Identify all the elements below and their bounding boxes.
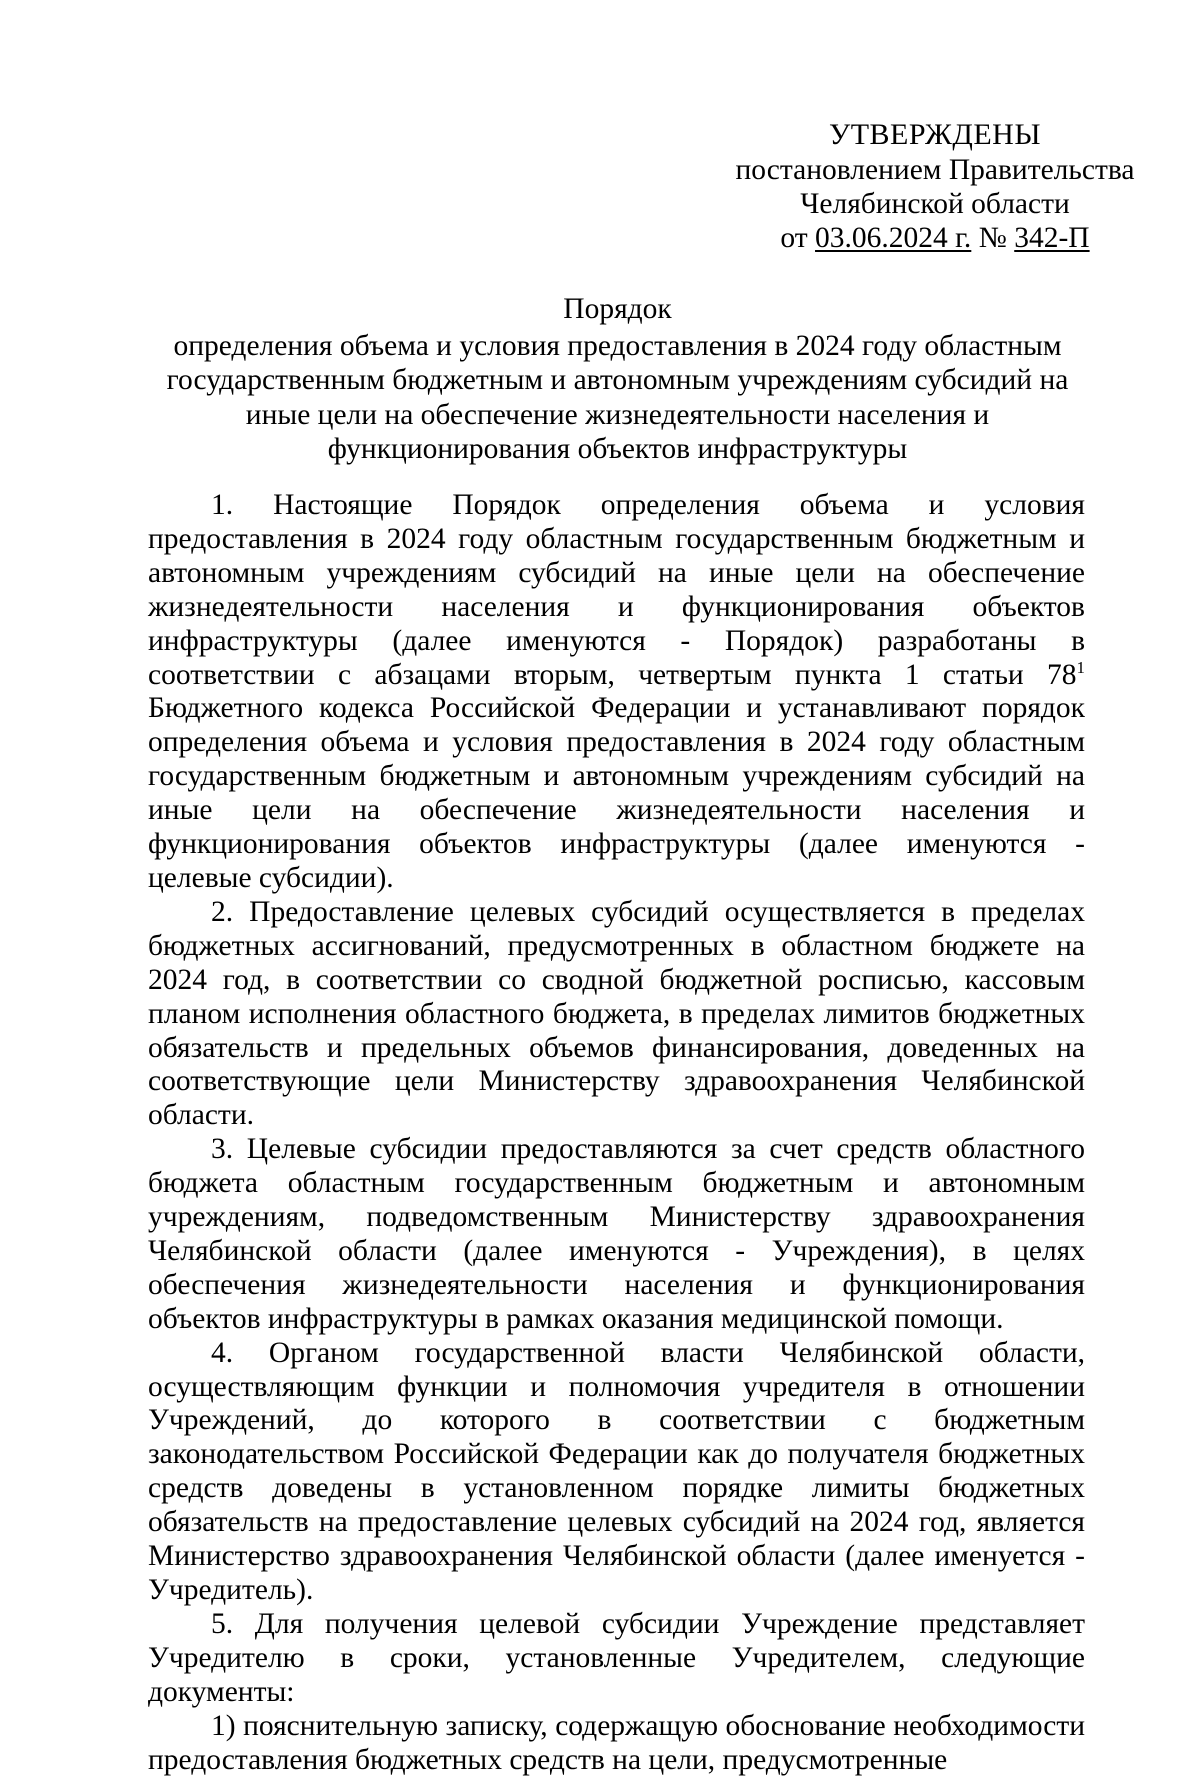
paragraph-1 <box>148 489 1085 896</box>
approval-line-2: Челябинской области <box>800 188 1070 220</box>
title-main: Порядок <box>563 293 672 325</box>
paragraph-2: 2. Предоставление целевых субсидий осуществляется в пределах бюджетных ассигнований, предусмотренных в областном бюджете на 2024 год, в соответствии со сводной бюджетной росписью, кассовым планом исполнения областного бюджета, в пределах лимитов бюджетных обязательств и предельных объемов финансирования, доведенных на соответствующие цели Министерству здравоохранения Челябинской области. <box>148 895 1085 1132</box>
paragraph-1-part-a: 1. Настоящие Порядок определения объема и условия предоставления в 2024 году областным государственным бюджетным и автономным учреждениям субсидий на иные цели на обеспечение жизнедеятельности населения и функционирования объектов инфраструктуры (далее именуются - Порядок) разработаны в соответствии с абзацами вторым, четвертым пункта 1 статьи 78 <box>148 489 1085 691</box>
approval-number-prefix: № <box>971 222 1015 254</box>
approval-heading: УТВЕРЖДЕНЫ <box>828 118 1042 151</box>
document-title <box>150 292 1085 467</box>
paragraph-4: 4. Органом государственной власти Челябинской области, осуществляющим функции и полномочия учредителя в отношении Учреждений, до которого в соответствии с бюджетным законодательством Российской Федерации как до получателя бюджетных средств доведены в установленном порядке лимиты бюджетных обязательств на предоставление целевых субсидий на 2024 год, является Министерство здравоохранения Челябинской области (далее именуется - Учредитель). <box>148 1336 1085 1606</box>
paragraph-5-item-1: 1) пояснительную записку, содержащую обоснование необходимости предоставления бюджетных средств на цели, предусмотренные <box>148 1709 1085 1776</box>
approval-date: 03.06.2024 г. <box>815 222 972 254</box>
title-subtitle: определения объема и условия предоставления в 2024 году областным государственным бюджетным и автономным учреждениям субсидий на иные цели на обеспечение жизнедеятельности населения и функционирования объектов инфраструктуры <box>166 329 1069 465</box>
approval-date-prefix: от <box>780 222 816 254</box>
paragraph-3: 3. Целевые субсидии предоставляются за счет средств областного бюджета областным государственным бюджетным и автономным учреждениям, подведомственным Министерству здравоохранения Челябинской области (далее именуются - Учреждения), в целях обеспечения жизнедеятельности населения и функционирования объектов инфраструктуры в рамках оказания медицинской помощи. <box>148 1133 1085 1335</box>
approval-number: 342-П <box>1014 222 1090 254</box>
approval-stamp <box>735 118 1135 255</box>
paragraph-1-superscript: 1 <box>1076 657 1085 677</box>
approval-line-1: постановлением Правительства <box>735 154 1135 186</box>
paragraph-1-part-b: Бюджетного кодекса Российской Федерации и устанавливают порядок определения объема и условия предоставления в 2024 году областным государственным бюджетным и автономным учреждениям субсидий на иные цели на обеспечение жизнедеятельности населения и функционирования объектов инфраструктуры (далее именуются - целевые субсидии). <box>148 692 1085 894</box>
approval-date-line <box>735 221 1135 255</box>
paragraph-5: 5. Для получения целевой субсидии Учреждение представляет Учредителю в сроки, установленные Учредителем, следующие документы: <box>148 1607 1085 1708</box>
document-body <box>148 489 1085 1777</box>
